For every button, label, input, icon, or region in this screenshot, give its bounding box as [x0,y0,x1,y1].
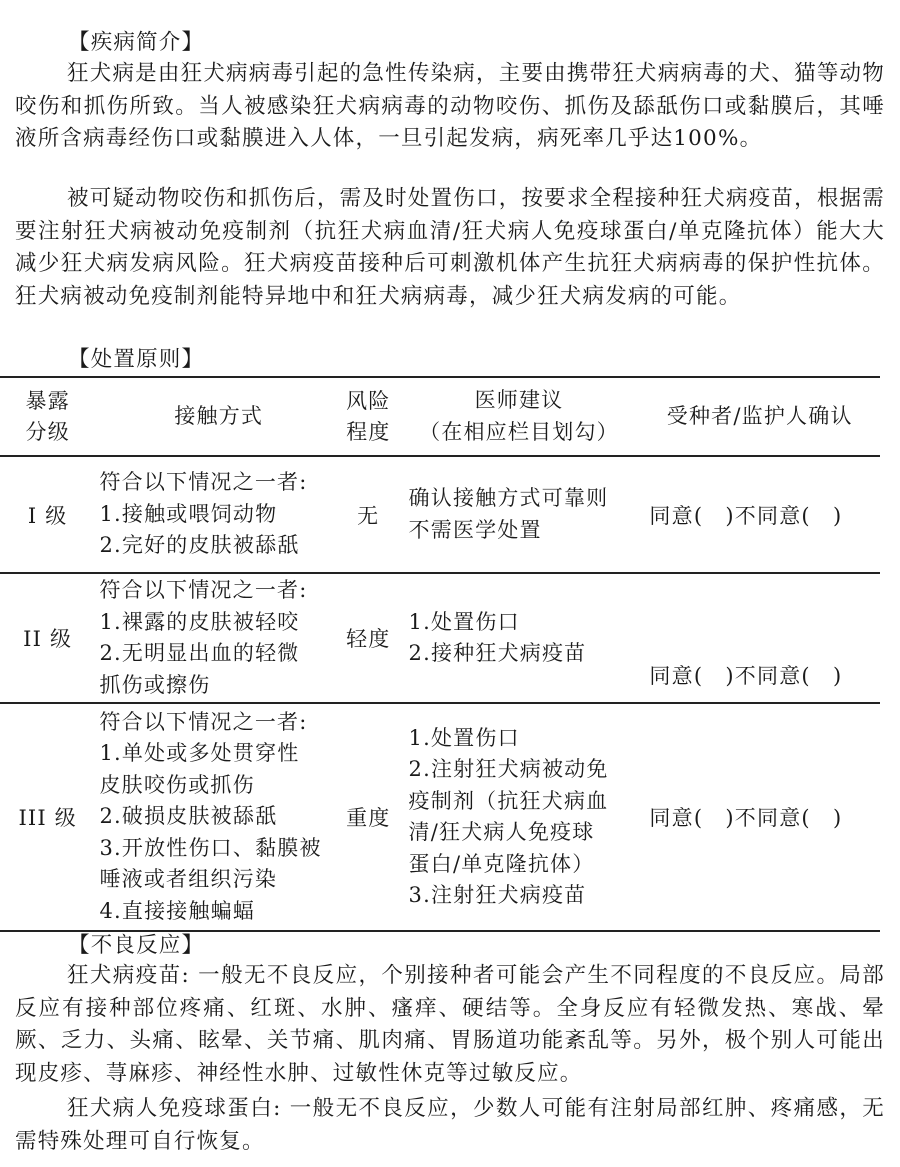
table-row [0,573,880,703]
header-level: 暴露 分级 [0,377,95,456]
risk-cell: 轻度 [338,573,399,703]
header-risk: 风险 程度 [338,377,399,456]
contact-cell: 符合以下情况之一者: 1.裸露的皮肤被轻咬 2.无明显出血的轻微 抓伤或擦伤 [95,573,338,703]
header-contact: 接触方式 [95,377,338,456]
header-confirm: 受种者/监护人确认 [639,377,880,456]
confirm-cell: 同意( )不同意( ) [639,703,880,931]
confirm-cell: 同意( )不同意( ) [639,456,880,573]
header-advice: 医师建议 （在相应栏目划勾） [399,377,640,456]
risk-cell: 无 [338,456,399,573]
level-cell: II 级 [0,573,95,703]
contact-cell: 符合以下情况之一者: 1.单处或多处贯穿性 皮肤咬伤或抓伤 2.破损皮肤被舔舐 3.开放性伤口、黏膜被 唾液或者组织污染 4.直接接触蝙蝠 [95,703,338,931]
adverse-heading: 【不良反应】 [68,933,205,958]
table-row [0,703,880,931]
advice-cell: 1.处置伤口 2.注射狂犬病被动免 疫制剂（抗狂犬病血 清/狂犬病人免疫球 蛋白/单克隆抗体） 3.注射狂犬病疫苗 [399,703,640,931]
level-cell: III 级 [0,703,95,931]
risk-cell: 重度 [338,703,399,931]
exposure-principle-table [0,376,880,932]
contact-cell: 符合以下情况之一者: 1.接触或喂饲动物 2.完好的皮肤被舔舐 [95,456,338,573]
adverse-paragraph-1: 狂犬病疫苗: 一般无不良反应，个别接种者可能会产生不同程度的不良反应。局部反应有接种部位疼痛、红斑、水肿、瘙痒、硬结等。全身反应有轻微发热、寒战、晕厥、乏力、头痛、眩晕、关节痛、肌肉痛、胃肠道功能紊乱等。另外，极个别人可能出现皮疹、荨麻疹、神经性水肿、过敏性休克等过敏反应。 [15,963,885,1087]
table-row [0,456,880,573]
intro-heading: 【疾病简介】 [68,30,205,55]
adverse-paragraph-2: 狂犬病人免疫球蛋白: 一般无不良反应，少数人可能有注射局部红肿、疼痛感，无需特殊处理可自行恢复。 [15,1096,885,1154]
level-cell: I 级 [0,456,95,573]
intro-paragraph-1: 狂犬病是由狂犬病病毒引起的急性传染病，主要由携带狂犬病病毒的犬、猫等动物咬伤和抓伤所致。当人被感染狂犬病病毒的动物咬伤、抓伤及舔舐伤口或黏膜后，其唾液所含病毒经伤口或黏膜进入人体，一旦引起发病，病死率几乎达100%。 [15,61,885,152]
table-header-row [0,377,880,456]
advice-cell: 确认接触方式可靠则 不需医学处置 [399,456,640,573]
advice-cell: 1.处置伤口 2.接种狂犬病疫苗 [399,573,640,703]
confirm-cell: 同意( )不同意( ) [639,573,880,703]
intro-paragraph-2: 被可疑动物咬伤和抓伤后，需及时处置伤口，按要求全程接种狂犬病疫苗，根据需要注射狂犬病被动免疫制剂（抗狂犬病血清/狂犬病人免疫球蛋白/单克隆抗体）能大大减少狂犬病发病风险。狂犬病疫苗接种后可刺激机体产生抗狂犬病病毒的保护性抗体。狂犬病被动免疫制剂能特异地中和狂犬病病毒，减少狂犬病发病的可能。 [15,186,885,310]
principle-heading: 【处置原则】 [68,347,205,372]
